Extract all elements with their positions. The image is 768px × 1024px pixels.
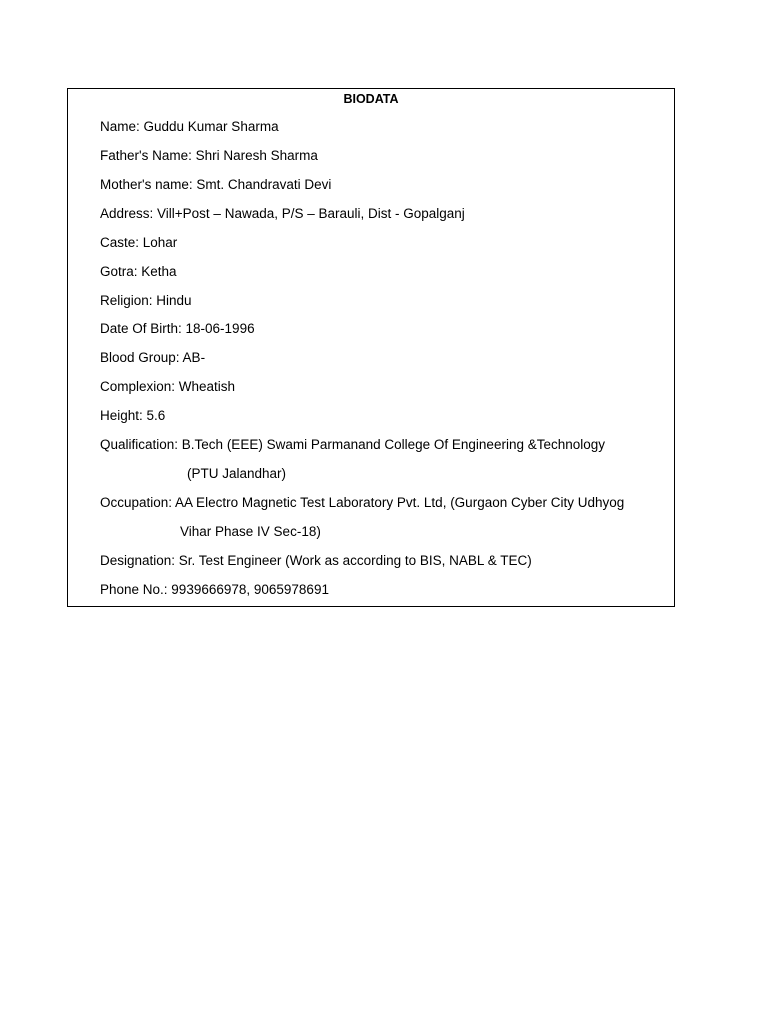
field-qualification: Qualification: B.Tech (EEE) Swami Parmanand College Of Engineering &Technology <box>100 437 606 452</box>
field-occupation-continued: Vihar Phase IV Sec-18) <box>180 524 321 539</box>
document-title: BIODATA <box>343 92 399 106</box>
field-complexion: Complexion: Wheatish <box>100 379 236 394</box>
field-blood-group: Blood Group: AB- <box>100 350 206 365</box>
field-phone: Phone No.: 9939666978, 9065978691 <box>100 582 329 597</box>
field-address: Address: Vill+Post – Nawada, P/S – Barauli, Dist - Gopalganj <box>100 206 465 221</box>
field-gotra: Gotra: Ketha <box>100 264 177 279</box>
field-caste: Caste: Lohar <box>100 235 178 250</box>
field-name: Name: Guddu Kumar Sharma <box>100 119 279 134</box>
field-mother-name: Mother's name: Smt. Chandravati Devi <box>100 177 332 192</box>
biodata-box <box>67 88 675 607</box>
field-height: Height: 5.6 <box>100 408 166 423</box>
field-religion: Religion: Hindu <box>100 293 192 308</box>
field-date-of-birth: Date Of Birth: 18-06-1996 <box>100 321 255 336</box>
field-father-name: Father's Name: Shri Naresh Sharma <box>100 148 318 163</box>
field-qualification-continued: (PTU Jalandhar) <box>187 466 287 481</box>
field-designation: Designation: Sr. Test Engineer (Work as according to BIS, NABL & TEC) <box>100 553 532 568</box>
field-occupation: Occupation: AA Electro Magnetic Test Laboratory Pvt. Ltd, (Gurgaon Cyber City Udhyog <box>100 495 625 510</box>
